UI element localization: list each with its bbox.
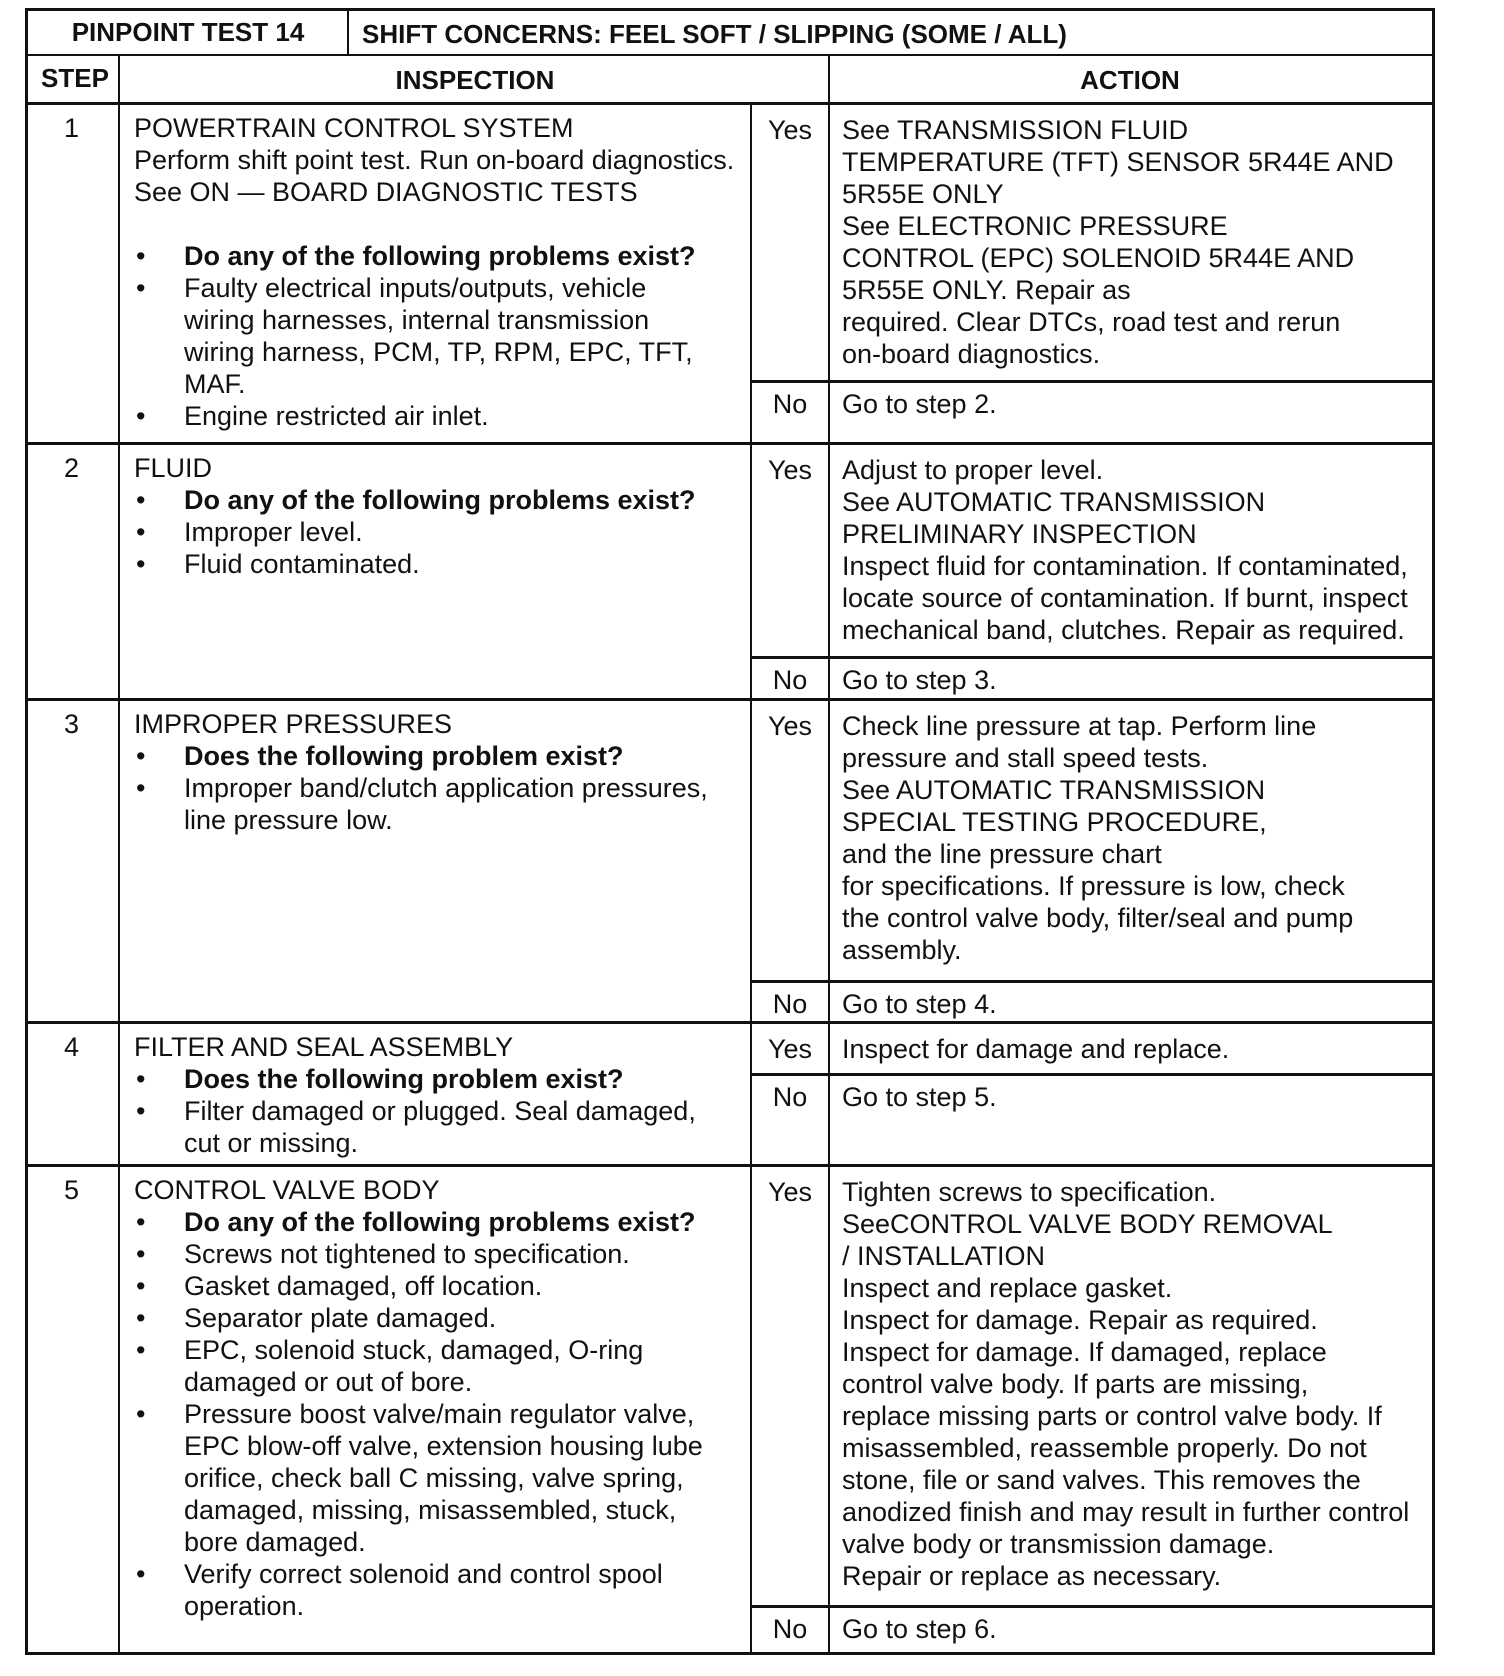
step-row-divider	[25, 1164, 1434, 1167]
test-title: SHIFT CONCERNS: FEEL SOFT / SLIPPING (SOME / ALL)	[362, 19, 1067, 49]
step-item-line: Fluid contaminated.	[184, 549, 420, 579]
step-item-line: damaged or out of bore.	[184, 1367, 473, 1397]
no-label: No	[772, 389, 808, 419]
bullet-icon: •	[136, 1064, 146, 1094]
step-item-line: Improper band/clutch application pressures,	[184, 773, 708, 803]
yes-action-line: pressure and stall speed tests.	[842, 743, 1209, 773]
header-rule	[25, 54, 1434, 56]
step-number: 5	[63, 1175, 80, 1205]
bullet-icon: •	[136, 1096, 146, 1126]
bullet-icon: •	[136, 773, 146, 803]
no-label: No	[772, 665, 808, 695]
bullet-icon: •	[136, 1207, 146, 1237]
step-item-line: Faulty electrical inputs/outputs, vehicle	[184, 273, 647, 303]
step-question: Do any of the following problems exist?	[184, 485, 696, 515]
step-item-line: EPC blow-off valve, extension housing lube	[184, 1431, 703, 1461]
step-item-line: wiring harness, PCM, TP, RPM, EPC, TFT,	[184, 337, 693, 367]
yes-label: Yes	[767, 711, 813, 741]
yes-label: Yes	[767, 455, 813, 485]
table-top-border	[25, 8, 1434, 11]
step-item-line: EPC, solenoid stuck, damaged, O-ring	[184, 1335, 644, 1365]
step-item-line: MAF.	[184, 369, 246, 399]
step-item-line: orifice, check ball C missing, valve spring,	[184, 1463, 684, 1493]
step-item-line: Separator plate damaged.	[184, 1303, 497, 1333]
yes-action-line: See AUTOMATIC TRANSMISSION	[842, 775, 1266, 805]
step-item-line: Verify correct solenoid and control spool	[184, 1559, 663, 1589]
yes-action-line: Inspect for damage. Repair as required.	[842, 1305, 1318, 1335]
step-item-line: Pressure boost valve/main regulator valve,	[184, 1399, 695, 1429]
action-column-header: ACTION	[1080, 65, 1180, 95]
step-item-line: Improper level.	[184, 517, 363, 547]
yes-action-line: Tighten screws to specification.	[842, 1177, 1217, 1207]
step-title: FLUID	[134, 453, 213, 483]
yes-label: Yes	[767, 1034, 813, 1064]
no-action-line: Go to step 4.	[842, 989, 997, 1019]
step-title: CONTROL VALVE BODY	[134, 1175, 440, 1205]
yes-label: Yes	[767, 115, 813, 145]
yes-no-split-rule	[750, 980, 1432, 983]
yes-action-line: 5R55E ONLY	[842, 179, 1004, 209]
no-label: No	[772, 1082, 808, 1112]
no-label: No	[772, 989, 808, 1019]
bullet-icon: •	[136, 1239, 146, 1269]
bullet-icon: •	[136, 401, 146, 431]
yes-action-line: Inspect and replace gasket.	[842, 1273, 1173, 1303]
step-column-divider	[118, 54, 120, 1652]
step-item-line: cut or missing.	[184, 1128, 359, 1158]
step-item-line: operation.	[184, 1591, 305, 1621]
step-number: 4	[63, 1032, 80, 1062]
yes-action-line: See TRANSMISSION FLUID	[842, 115, 1189, 145]
bullet-icon: •	[136, 1271, 146, 1301]
yes-action-line: PRELIMINARY INSPECTION	[842, 519, 1197, 549]
step-item-line: Screws not tightened to specification.	[184, 1239, 630, 1269]
yes-action-line: Adjust to proper level.	[842, 455, 1104, 485]
yes-action-line: SPECIAL TESTING PROCEDURE,	[842, 807, 1267, 837]
yes-action-line: locate source of contamination. If burnt, inspect	[842, 583, 1408, 613]
step-row-divider	[25, 1021, 1434, 1024]
yes-action-line: and the line pressure chart	[842, 839, 1162, 869]
yes-action-line: on-board diagnostics.	[842, 339, 1101, 369]
yes-action-line: / INSTALLATION	[842, 1241, 1046, 1271]
table-left-border	[25, 8, 28, 1652]
step-intro-line: See ON — BOARD DIAGNOSTIC TESTS	[134, 177, 638, 207]
step-item-line: bore damaged.	[184, 1527, 366, 1557]
yes-action-line: valve body or transmission damage.	[842, 1529, 1275, 1559]
yes-action-line: Inspect fluid for contamination. If contaminated,	[842, 551, 1408, 581]
step-item-line: damaged, missing, misassembled, stuck,	[184, 1495, 677, 1525]
no-action-line: Go to step 3.	[842, 665, 997, 695]
yes-no-column-divider	[750, 698, 752, 1021]
yes-action-line: for specifications. If pressure is low, check	[842, 871, 1345, 901]
header-divider	[347, 8, 349, 54]
bullet-icon: •	[136, 241, 146, 271]
test-label: PINPOINT TEST 14	[71, 17, 305, 47]
yes-action-line: replace missing parts or control valve body. If	[842, 1401, 1382, 1431]
yes-action-line: See ELECTRONIC PRESSURE	[842, 211, 1228, 241]
step-number: 1	[63, 113, 80, 143]
step-item-line: line pressure low.	[184, 805, 393, 835]
yes-action-line: misassembled, reassemble properly. Do not	[842, 1433, 1367, 1463]
bullet-icon: •	[136, 1303, 146, 1333]
step-title: IMPROPER PRESSURES	[134, 709, 453, 739]
yes-action-line: anodized finish and may result in further control	[842, 1497, 1410, 1527]
yes-action-line: stone, file or sand valves. This removes the	[842, 1465, 1361, 1495]
yes-action-line: TEMPERATURE (TFT) SENSOR 5R44E AND	[842, 147, 1394, 177]
step-title: POWERTRAIN CONTROL SYSTEM	[134, 113, 574, 143]
bullet-icon: •	[136, 741, 146, 771]
bullet-icon: •	[136, 273, 146, 303]
yes-action-line: Repair or replace as necessary.	[842, 1561, 1222, 1591]
yes-action-line: CONTROL (EPC) SOLENOID 5R44E AND	[842, 243, 1355, 273]
step-item-line: Filter damaged or plugged. Seal damaged,	[184, 1096, 696, 1126]
action-column-divider	[828, 54, 830, 1652]
yes-action-line: SeeCONTROL VALVE BODY REMOVAL	[842, 1209, 1333, 1239]
bullet-icon: •	[136, 1399, 146, 1429]
yes-label: Yes	[767, 1177, 813, 1207]
step-question: Does the following problem exist?	[184, 1064, 624, 1094]
step-item-line: wiring harnesses, internal transmission	[184, 305, 650, 335]
step-item-line: Engine restricted air inlet.	[184, 401, 489, 431]
step-number: 3	[63, 709, 80, 739]
yes-action-line: Check line pressure at tap. Perform line	[842, 711, 1317, 741]
yes-no-column-divider	[750, 1164, 752, 1652]
step-intro-line: Perform shift point test. Run on-board diagnostics.	[134, 145, 735, 175]
yes-action-line: mechanical band, clutches. Repair as required.	[842, 615, 1405, 645]
yes-no-split-rule	[750, 1073, 1432, 1076]
table-bottom-border	[25, 1652, 1435, 1655]
yes-no-split-rule	[750, 380, 1432, 383]
yes-action-line: Inspect for damage and replace.	[842, 1034, 1230, 1064]
bullet-icon: •	[136, 517, 146, 547]
bullet-icon: •	[136, 1559, 146, 1589]
inspection-column-header: INSPECTION	[395, 65, 555, 95]
step-item-line: Gasket damaged, off location.	[184, 1271, 543, 1301]
yes-action-line: See AUTOMATIC TRANSMISSION	[842, 487, 1266, 517]
bullet-icon: •	[136, 485, 146, 515]
step-row-divider	[25, 442, 1434, 445]
bullet-icon: •	[136, 549, 146, 579]
yes-action-line: required. Clear DTCs, road test and rerun	[842, 307, 1341, 337]
yes-no-split-rule	[750, 1605, 1432, 1608]
no-action-line: Go to step 2.	[842, 389, 997, 419]
step-question: Do any of the following problems exist?	[184, 1207, 696, 1237]
step-title: FILTER AND SEAL ASSEMBLY	[134, 1032, 514, 1062]
step-row-divider	[25, 698, 1434, 701]
no-label: No	[772, 1614, 808, 1644]
step-column-header: STEP	[41, 63, 109, 93]
step-number: 2	[63, 453, 80, 483]
yes-action-line: 5R55E ONLY. Repair as	[842, 275, 1131, 305]
yes-action-line: control valve body. If parts are missing,	[842, 1369, 1309, 1399]
column-header-rule	[25, 102, 1434, 105]
step-question: Does the following problem exist?	[184, 741, 624, 771]
yes-action-line: assembly.	[842, 935, 962, 965]
no-action-line: Go to step 6.	[842, 1614, 997, 1644]
bullet-icon: •	[136, 1335, 146, 1365]
yes-no-split-rule	[750, 656, 1432, 659]
step-question: Do any of the following problems exist?	[184, 241, 696, 271]
yes-action-line: Inspect for damage. If damaged, replace	[842, 1337, 1327, 1367]
table-right-border	[1432, 8, 1435, 1654]
yes-action-line: the control valve body, filter/seal and pump	[842, 903, 1354, 933]
no-action-line: Go to step 5.	[842, 1082, 997, 1112]
